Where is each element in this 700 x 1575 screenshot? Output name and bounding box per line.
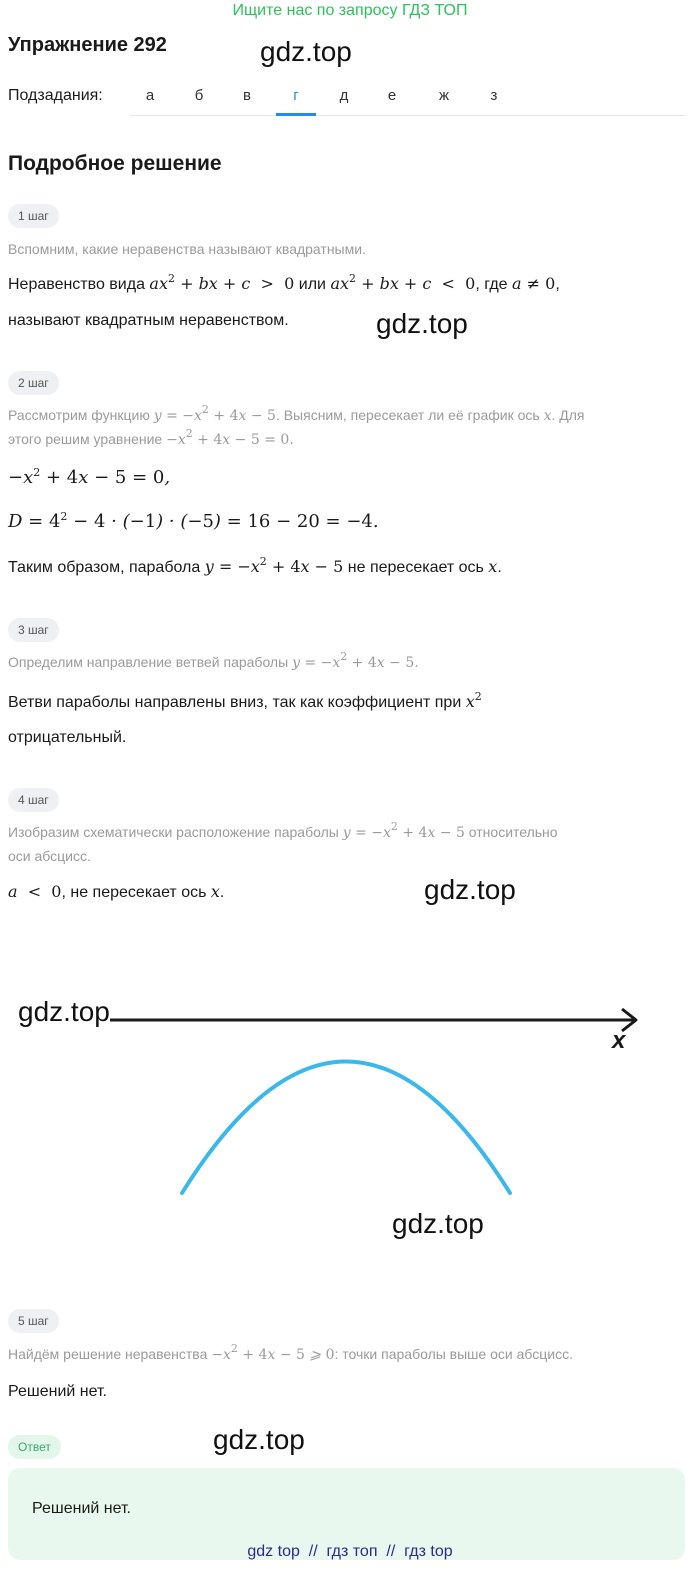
page-title: Упражнение 292 bbox=[8, 34, 167, 56]
step-2-hint-c: . Для bbox=[551, 407, 585, 423]
step-3-hint bbox=[8, 650, 419, 675]
watermark: gdz.top bbox=[18, 996, 110, 1027]
formula: x bbox=[488, 557, 498, 576]
subtasks-label: Подзадания: bbox=[8, 87, 103, 104]
step-5-hint bbox=[8, 1342, 573, 1367]
step-1-hint: Вспомним, какие неравенства называют квадратными. bbox=[8, 241, 366, 257]
formula: $-x^2 + 4x - 5$ ⩾ 0 bbox=[211, 1342, 335, 1363]
tab-e[interactable]: е bbox=[387, 87, 397, 104]
step-4-badge: 4 шаг bbox=[8, 788, 59, 812]
step-1-text: Неравенство вида $ax^2$ + bx + c > 0 или $ax^2$ + bx + c < 0, где a ≠ 0, bbox=[8, 272, 560, 293]
section-title: Подробное решение bbox=[8, 152, 222, 175]
step-2-text-b: не пересекает ось bbox=[347, 559, 484, 576]
step-5-result: Решений нет. bbox=[8, 1383, 107, 1400]
tab-d[interactable]: д bbox=[339, 87, 349, 104]
step-4-hint-a: Изобразим схематически расположение параболы bbox=[8, 824, 339, 840]
tab-zh[interactable]: ж bbox=[438, 87, 450, 104]
step-1-badge: 1 шаг bbox=[8, 204, 59, 228]
formula: $y = -x^2 + 4x - 5$ bbox=[153, 403, 276, 424]
answer-badge: Ответ bbox=[8, 1435, 61, 1459]
step-1-text-c: , где bbox=[475, 276, 508, 293]
formula: $y = -x^2 + 4x - 5$ bbox=[342, 820, 465, 841]
equation: $-x^2 + 4x - 5 = 0$, bbox=[8, 466, 171, 488]
formula: $y = -x^2 + 4x - 5$. bbox=[292, 650, 419, 671]
step-2-conclusion: Таким образом, парабола $y = -x^2 + 4x - 5$ не пересекает ось x. bbox=[8, 555, 502, 576]
formula: $y = -x^2 + 4x - 5$ bbox=[204, 555, 344, 576]
step-1-text-a: Неравенство вида bbox=[8, 276, 145, 293]
active-tab-indicator bbox=[276, 113, 316, 116]
step-3-text-b: отрицательный. bbox=[8, 729, 127, 746]
formula: x bbox=[210, 882, 220, 901]
step-5-hint-b: : точки параболы выше оси абсцисс. bbox=[334, 1346, 573, 1362]
step-5-hint-a: Найдём решение неравенства bbox=[8, 1346, 208, 1362]
step-2-badge: 2 шаг bbox=[8, 371, 59, 395]
step-4-hint-c: оси абсцисс. bbox=[8, 848, 91, 864]
step-2-text-a: Таким образом, парабола bbox=[8, 559, 201, 576]
step-3-text bbox=[8, 684, 482, 721]
watermark: gdz.top bbox=[213, 1424, 305, 1455]
step-4-hint-line1 bbox=[8, 820, 558, 845]
step-2-hint-b: . Выясним, пересекает ли её график ось bbox=[275, 407, 540, 423]
x-axis-label: x bbox=[612, 1027, 626, 1054]
parabola-curve bbox=[182, 1062, 510, 1194]
step-2-hint-line2 bbox=[8, 427, 294, 452]
step-2-hint-a: Рассмотрим функцию bbox=[8, 407, 150, 423]
step-1-text-d: называют квадратным неравенством. bbox=[8, 312, 289, 329]
step-5-badge: 5 шаг bbox=[8, 1309, 59, 1333]
tab-z[interactable]: з bbox=[490, 87, 498, 104]
top-banner: Ищите нас по запросу ГДЗ ТОП bbox=[232, 2, 468, 19]
step-2-hint-d: этого решим уравнение bbox=[8, 431, 163, 447]
answer-text: Решений нет. bbox=[32, 1500, 131, 1517]
watermark: gdz.top bbox=[376, 308, 468, 339]
tab-g[interactable]: г bbox=[293, 87, 299, 104]
watermark: gdz.top bbox=[260, 36, 352, 67]
watermark: gdz.top bbox=[424, 874, 516, 905]
step-3-hint-a: Определим направление ветвей параболы bbox=[8, 654, 289, 670]
step-3-badge: 3 шаг bbox=[8, 618, 59, 642]
watermark: gdz.top bbox=[392, 1208, 484, 1239]
footer-links[interactable]: gdz top // гдз топ // гдз top bbox=[247, 1543, 453, 1560]
step-2-hint-line1 bbox=[8, 403, 693, 428]
subtasks-divider bbox=[130, 115, 685, 116]
discriminant: $D = 4^2 - 4 \cdot (-1) \cdot (-5) = 16 - 20 = -4$. bbox=[8, 510, 379, 532]
formula: $x^2$ bbox=[465, 690, 482, 711]
step-4-text: a < 0, не пересекает ось x. bbox=[8, 882, 225, 901]
formula: x bbox=[543, 408, 552, 424]
step-1-text-b: или bbox=[298, 276, 326, 293]
formula: a < 0 bbox=[8, 882, 62, 901]
tab-b[interactable]: б bbox=[194, 87, 204, 104]
formula: $-x^2 + 4x - 5 = 0$. bbox=[166, 427, 294, 448]
tab-v[interactable]: в bbox=[243, 87, 251, 104]
formula: $ax^2$ + bx + c < 0 bbox=[330, 272, 476, 293]
step-4-hint-b: относительно bbox=[468, 824, 558, 840]
formula: $ax^2$ + bx + c > 0 bbox=[149, 272, 295, 293]
formula: a ≠ 0 bbox=[512, 274, 556, 293]
tab-a[interactable]: а bbox=[145, 87, 155, 104]
step-4-text-a: , не пересекает ось bbox=[61, 884, 207, 901]
step-3-text-a: Ветви параболы направлены вниз, так как коэффициент при bbox=[8, 694, 462, 711]
